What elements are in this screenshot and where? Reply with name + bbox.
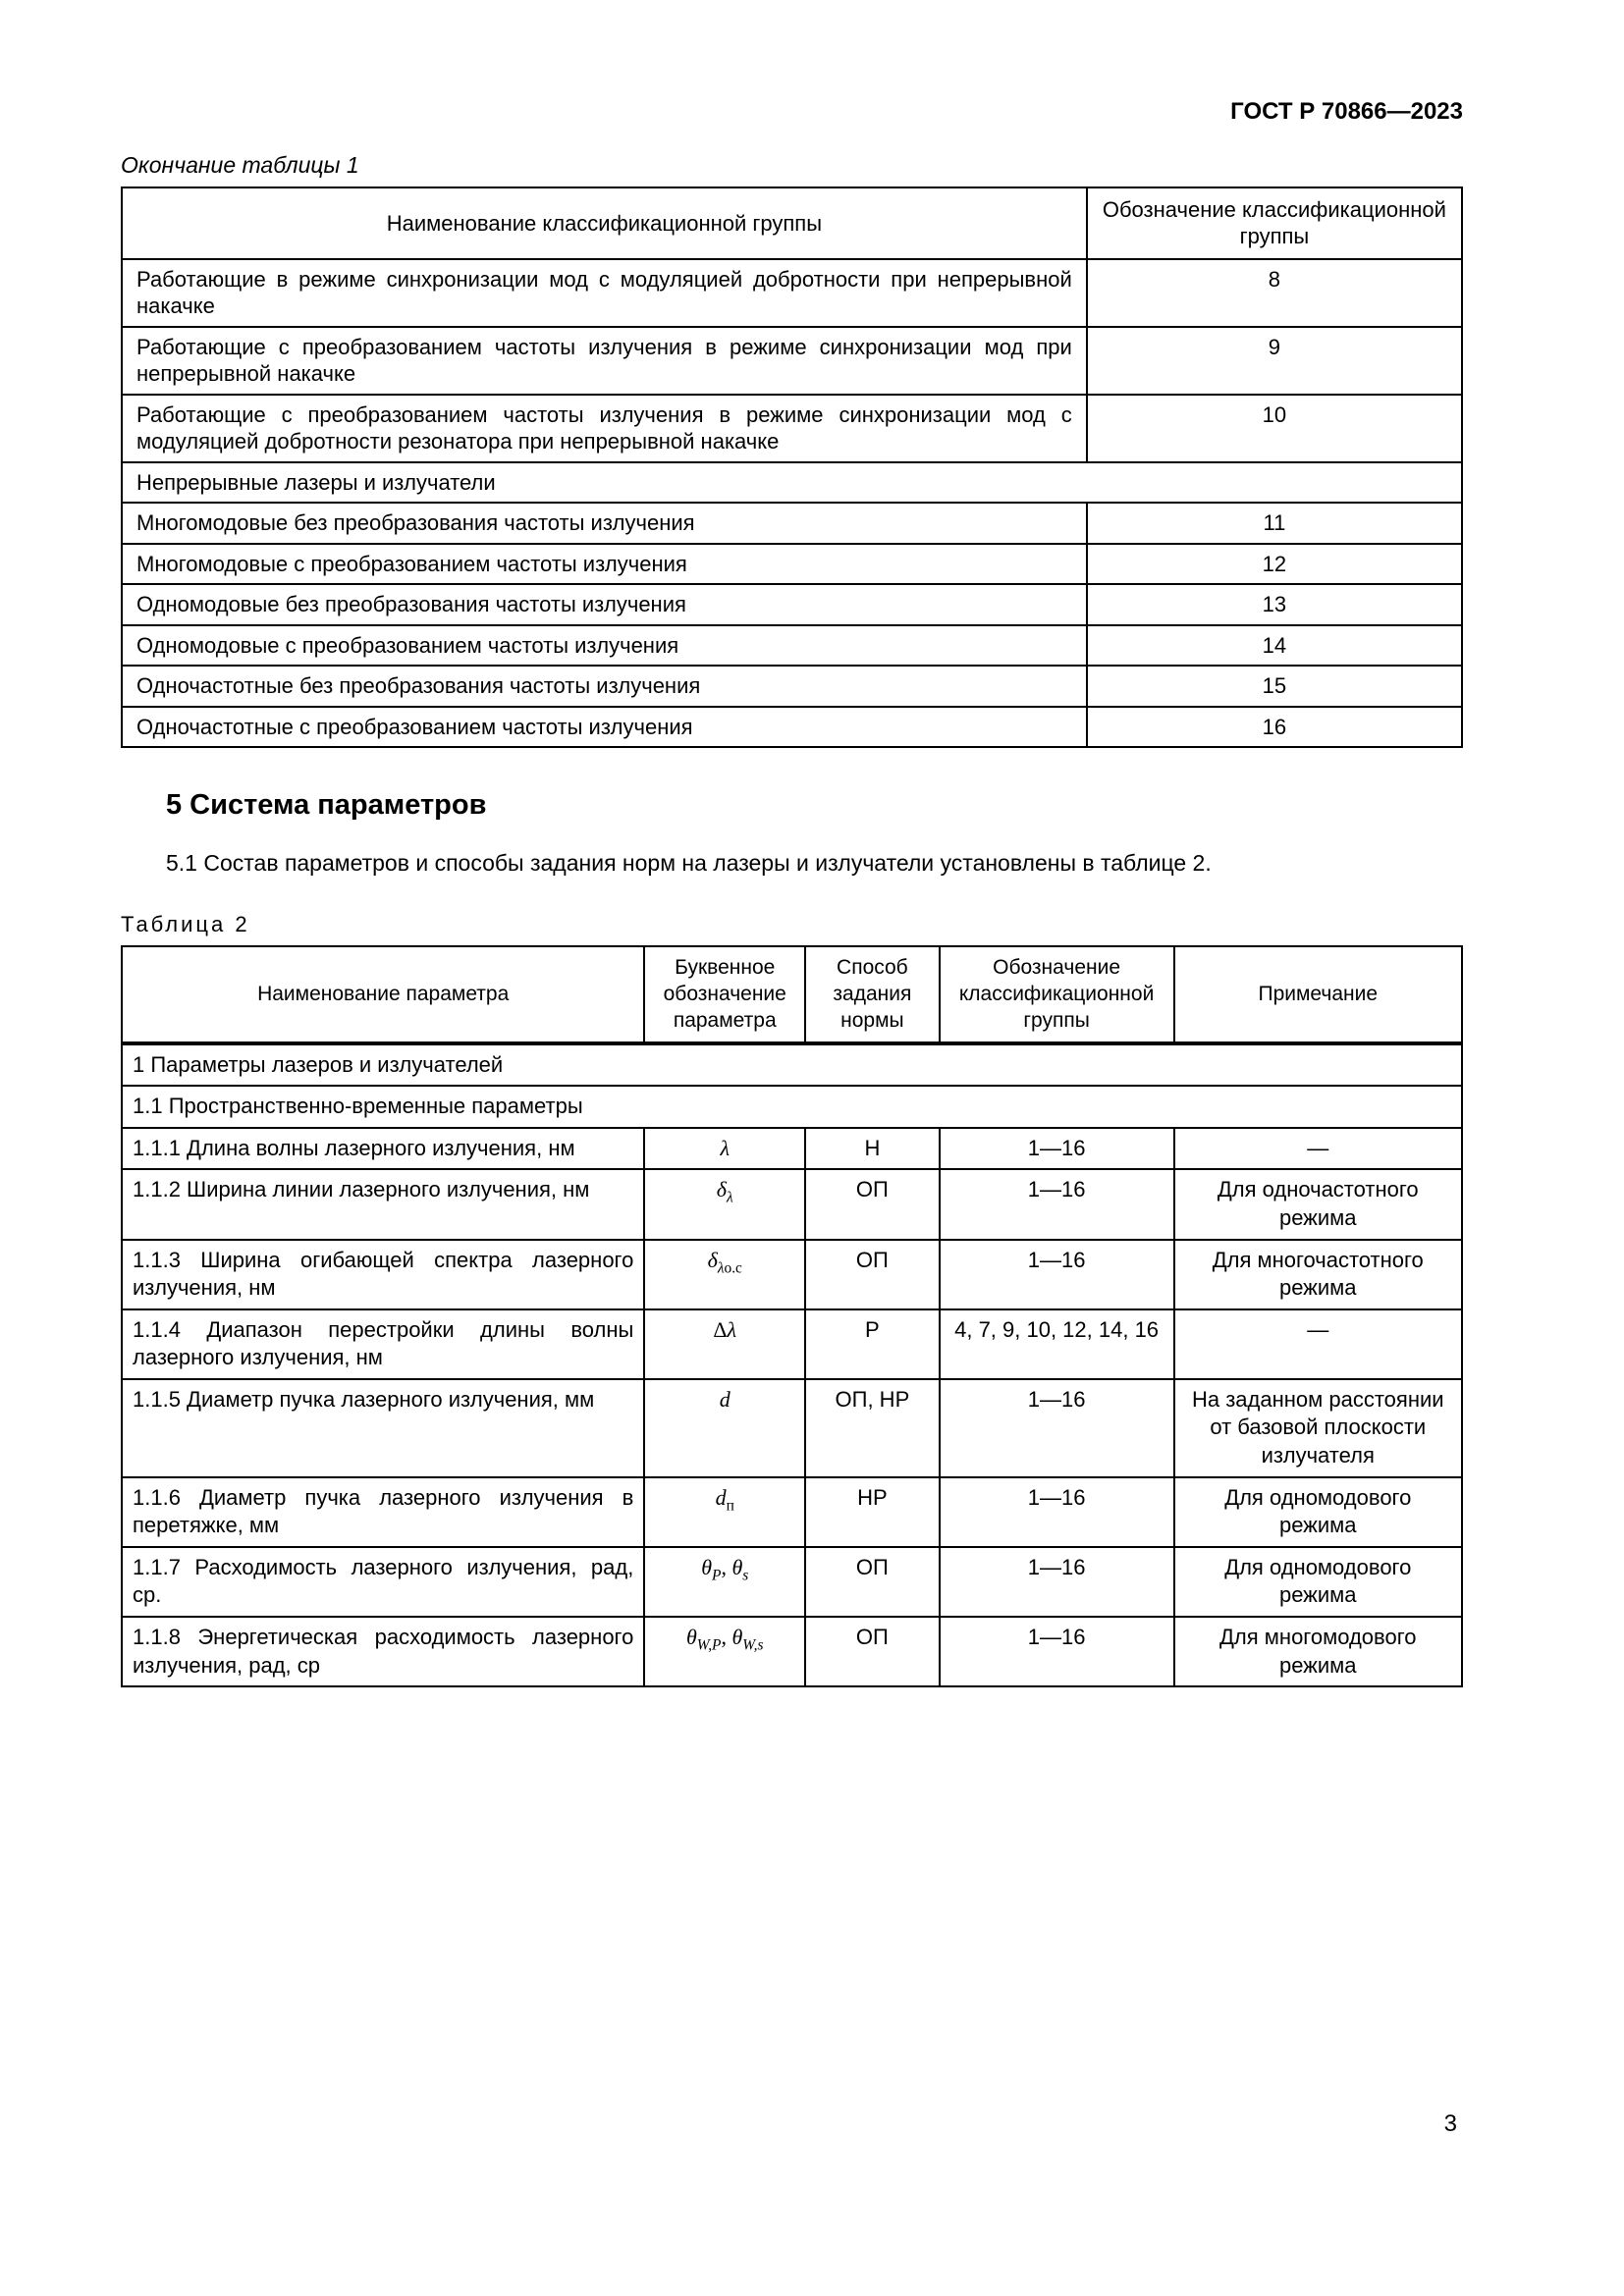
table2-header-row (122, 946, 1462, 1043)
norm-method-cell: Р (805, 1309, 940, 1379)
group-range-cell: 1—16 (940, 1379, 1174, 1477)
norm-method-cell: ОП (805, 1240, 940, 1309)
parameter-name-cell: 1.1.3 Ширина огибающей спектра лазерного излучения, нм (122, 1240, 644, 1309)
table1-row (122, 327, 1462, 395)
group-range-cell: 1—16 (940, 1477, 1174, 1547)
group-code-cell: 8 (1087, 259, 1462, 327)
group-name-cell: Одномодовые без преобразования частоты излучения (122, 584, 1087, 625)
norm-method-cell: ОП, НР (805, 1379, 940, 1477)
paragraph-5-1: 5.1 Состав параметров и способы задания норм на лазеры и излучатели установлены в таблице 2. (166, 850, 1212, 877)
norm-method-cell: Н (805, 1128, 940, 1170)
parameter-name-cell: 1.1.2 Ширина линии лазерного излучения, нм (122, 1169, 644, 1239)
group-code-cell: 13 (1087, 584, 1462, 625)
group-name-cell: Одночастотные с преобразованием частоты излучения (122, 707, 1087, 748)
group-code-cell: 10 (1087, 395, 1462, 462)
parameter-name-cell: 1.1.5 Диаметр пучка лазерного излучения, мм (122, 1379, 644, 1477)
norm-method-cell: ОП (805, 1547, 940, 1617)
norm-method-cell: НР (805, 1477, 940, 1547)
parameter-symbol-cell (644, 1547, 805, 1617)
symbol-part: θ (701, 1554, 713, 1579)
table1-continuation-caption: Окончание таблицы 1 (121, 151, 359, 178)
table2-row (122, 1477, 1462, 1547)
norm-method-cell: ОП (805, 1169, 940, 1239)
symbol-part: , (721, 1554, 732, 1579)
table1-row (122, 503, 1462, 544)
symbol-part: W,s (742, 1636, 764, 1654)
norm-method-cell: ОП (805, 1617, 940, 1686)
group-range-cell: 1—16 (940, 1128, 1174, 1170)
table1-header-group-name: Наименование классификационной группы (122, 187, 1087, 259)
group-range-cell: 1—16 (940, 1617, 1174, 1686)
parameter-note-cell: Для одномодового режима (1174, 1477, 1462, 1547)
symbol-part: λ (727, 1189, 733, 1206)
parameter-note-cell: На заданном расстоянии от базовой плоскости излучателя (1174, 1379, 1462, 1477)
symbol-part: о.с (724, 1258, 742, 1276)
laser-category-cell: Непрерывные лазеры и излучатели (122, 462, 1462, 504)
symbol-part: , (721, 1625, 732, 1650)
parameter-symbol-cell (644, 1379, 805, 1477)
symbol-part: d (719, 1386, 731, 1412)
table1-row (122, 666, 1462, 707)
parameter-symbol-cell (644, 1309, 805, 1379)
parameter-name-cell: 1.1.1 Длина волны лазерного излучения, нм (122, 1128, 644, 1170)
table1-row (122, 584, 1462, 625)
symbol-part: δ (716, 1177, 728, 1202)
table1-row (122, 707, 1462, 748)
table2-row (122, 1617, 1462, 1686)
parameter-name-cell: 1.1.4 Диапазон перестройки длины волны лазерного излучения, нм (122, 1309, 644, 1379)
symbol-part: θ (731, 1625, 743, 1650)
symbol-part: λ (727, 1316, 737, 1342)
table2-header-group-code: Обозначение классификационной группы (940, 946, 1174, 1043)
parameter-symbol-cell (644, 1477, 805, 1547)
table1-row (122, 625, 1462, 667)
parameter-note-cell: — (1174, 1309, 1462, 1379)
group-name-cell: Работающие в режиме синхронизации мод с модуляцией добротности при непрерывной накачке (122, 259, 1087, 327)
parameter-name-cell: 1.1.6 Диаметр пучка лазерного излучения в перетяжке, мм (122, 1477, 644, 1547)
symbol-part: P (712, 1567, 722, 1584)
symbol-part: θ (685, 1625, 697, 1650)
parameter-section-cell: 1 Параметры лазеров и излучателей (122, 1043, 1462, 1087)
group-code-cell: 16 (1087, 707, 1462, 748)
table1-row (122, 544, 1462, 585)
parameter-name-cell: 1.1.7 Расходимость лазерного излучения, рад, ср. (122, 1547, 644, 1617)
table2-header-norm-method: Способ задания нормы (805, 946, 940, 1043)
table2-row (122, 1128, 1462, 1170)
table1-body (122, 259, 1462, 748)
group-code-cell: 12 (1087, 544, 1462, 585)
table2-caption: Таблица 2 (121, 911, 250, 936)
table2-header-letter-symbol: Буквенное обозначение параметра (644, 946, 805, 1043)
table2-row (122, 1240, 1462, 1309)
table2-row (122, 1043, 1462, 1087)
document-number-header: ГОСТ Р 70866—2023 (1230, 98, 1463, 125)
table1-row (122, 259, 1462, 327)
group-range-cell: 1—16 (940, 1169, 1174, 1239)
section-5-title: 5 Система параметров (166, 789, 487, 822)
symbol-part: W,P (696, 1636, 722, 1654)
group-code-cell: 11 (1087, 503, 1462, 544)
parameter-name-cell: 1.1.8 Энергетическая расходимость лазерного излучения, рад, ср (122, 1617, 644, 1686)
table1-row (122, 395, 1462, 462)
group-name-cell: Одночастотные без преобразования частоты излучения (122, 666, 1087, 707)
parameter-symbol-cell (644, 1128, 805, 1170)
symbol-part: п (726, 1497, 734, 1515)
symbol-part: λ (720, 1135, 730, 1160)
group-name-cell: Многомодовые без преобразования частоты излучения (122, 503, 1087, 544)
table1-header-group-code: Обозначение классификационной группы (1087, 187, 1462, 259)
parameter-note-cell: Для многомодового режима (1174, 1617, 1462, 1686)
symbol-part: Δ (713, 1316, 728, 1342)
group-code-cell: 15 (1087, 666, 1462, 707)
group-name-cell: Работающие с преобразованием частоты излучения в режиме синхронизации мод с модуляцией добротности резонатора при непрерывной накачке (122, 395, 1087, 462)
parameter-note-cell: — (1174, 1128, 1462, 1170)
symbol-part: d (715, 1484, 727, 1510)
parameter-symbol-cell (644, 1617, 805, 1686)
table2-row (122, 1547, 1462, 1617)
table2-row (122, 1086, 1462, 1128)
group-range-cell: 4, 7, 9, 10, 12, 14, 16 (940, 1309, 1174, 1379)
table2-row (122, 1309, 1462, 1379)
classification-groups-table (121, 187, 1463, 749)
table1-header-row (122, 187, 1462, 259)
group-range-cell: 1—16 (940, 1240, 1174, 1309)
table2-row (122, 1169, 1462, 1239)
symbol-part: θ (731, 1554, 743, 1579)
parameter-symbol-cell (644, 1169, 805, 1239)
symbol-part: s (742, 1567, 749, 1584)
parameter-note-cell: Для одномодового режима (1174, 1547, 1462, 1617)
table2-header-note: Примечание (1174, 946, 1462, 1043)
symbol-part: δ (707, 1247, 718, 1272)
parameter-note-cell: Для многочастотного режима (1174, 1240, 1462, 1309)
parameter-note-cell: Для одночастотного режима (1174, 1169, 1462, 1239)
parameter-section-cell: 1.1 Пространственно-временные параметры (122, 1086, 1462, 1128)
parameter-symbol-cell (644, 1240, 805, 1309)
group-range-cell: 1—16 (940, 1547, 1174, 1617)
parameters-table (121, 945, 1463, 1688)
table1-row (122, 462, 1462, 504)
group-code-cell: 14 (1087, 625, 1462, 667)
group-code-cell: 9 (1087, 327, 1462, 395)
symbol-part: λ (717, 1258, 725, 1276)
group-name-cell: Работающие с преобразованием частоты излучения в режиме синхронизации мод при непрерывной накачке (122, 327, 1087, 395)
table2-header-parameter-name: Наименование параметра (122, 946, 644, 1043)
page-number: 3 (1443, 2110, 1457, 2137)
table2-row (122, 1379, 1462, 1477)
group-name-cell: Одномодовые с преобразованием частоты излучения (122, 625, 1087, 667)
table2-body (122, 1043, 1462, 1687)
group-name-cell: Многомодовые с преобразованием частоты излучения (122, 544, 1087, 585)
